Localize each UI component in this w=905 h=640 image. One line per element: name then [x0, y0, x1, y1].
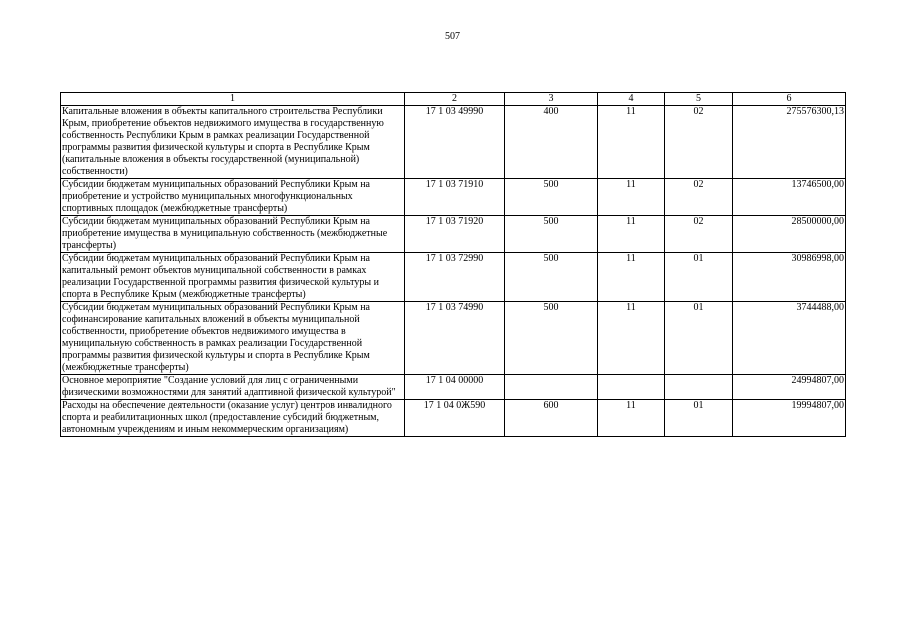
row-code-cell: 17 1 04 00000	[405, 375, 505, 400]
row-amount-cell: 28500000,00	[733, 216, 846, 253]
header-col-3: 3	[505, 93, 598, 106]
row-expense-type-cell	[505, 375, 598, 400]
row-name-cell: Субсидии бюджетам муниципальных образований Республики Крым на софинансирование капитальных вложений в объекты муниципальной собственности, приобретение объектов недвижимого имущества в муниципальную собственность в рамках реализации Государственной программы развития физической культуры и спорта в Республике Крым (межбюджетные трансферты)	[61, 302, 405, 375]
row-name-cell: Основное мероприятие "Создание условий для лиц с ограниченными физическими возможностями для занятий адаптивной физической культурой"	[61, 375, 405, 400]
row-code-cell: 17 1 03 49990	[405, 106, 505, 179]
row-expense-type-cell: 400	[505, 106, 598, 179]
row-name-cell: Расходы на обеспечение деятельности (оказание услуг) центров инвалидного спорта и реабилитационных школ (предоставление субсидий бюджетным, автономным учреждениям и иным некоммерческим организациям)	[61, 400, 405, 437]
header-col-6: 6	[733, 93, 846, 106]
table-row	[61, 253, 846, 302]
row-code-cell: 17 1 04 0Ж590	[405, 400, 505, 437]
row-amount-cell: 13746500,00	[733, 179, 846, 216]
row-code-cell: 17 1 03 72990	[405, 253, 505, 302]
header-col-2: 2	[405, 93, 505, 106]
table-row	[61, 302, 846, 375]
row-expense-type-cell: 500	[505, 179, 598, 216]
row-code-cell: 17 1 03 74990	[405, 302, 505, 375]
row-section-cell	[598, 375, 665, 400]
row-amount-cell: 19994807,00	[733, 400, 846, 437]
table-row	[61, 400, 846, 437]
row-amount-cell: 275576300,13	[733, 106, 846, 179]
row-subsection-cell	[665, 375, 733, 400]
row-section-cell: 11	[598, 400, 665, 437]
row-amount-cell: 24994807,00	[733, 375, 846, 400]
table-row	[61, 375, 846, 400]
row-subsection-cell: 02	[665, 106, 733, 179]
row-expense-type-cell: 600	[505, 400, 598, 437]
budget-table	[60, 92, 846, 437]
row-section-cell: 11	[598, 216, 665, 253]
row-subsection-cell: 01	[665, 302, 733, 375]
table-body	[61, 106, 846, 437]
row-section-cell: 11	[598, 302, 665, 375]
row-expense-type-cell: 500	[505, 216, 598, 253]
row-name-cell: Субсидии бюджетам муниципальных образований Республики Крым на капитальный ремонт объектов муниципальной собственности в рамках реализации Государственной программы развития физической культуры и спорта в Республике Крым (межбюджетные трансферты)	[61, 253, 405, 302]
table-header-row	[61, 93, 846, 106]
row-code-cell: 17 1 03 71910	[405, 179, 505, 216]
row-amount-cell: 30986998,00	[733, 253, 846, 302]
row-subsection-cell: 02	[665, 216, 733, 253]
table-row	[61, 216, 846, 253]
table-row	[61, 179, 846, 216]
header-col-1: 1	[61, 93, 405, 106]
row-subsection-cell: 02	[665, 179, 733, 216]
row-subsection-cell: 01	[665, 400, 733, 437]
header-col-5: 5	[665, 93, 733, 106]
row-name-cell: Субсидии бюджетам муниципальных образований Республики Крым на приобретение и устройство муниципальных многофункциональных спортивных площадок (межбюджетные трансферты)	[61, 179, 405, 216]
row-expense-type-cell: 500	[505, 253, 598, 302]
row-expense-type-cell: 500	[505, 302, 598, 375]
row-section-cell: 11	[598, 179, 665, 216]
row-subsection-cell: 01	[665, 253, 733, 302]
row-name-cell: Капитальные вложения в объекты капитального строительства Республики Крым, приобретение объектов недвижимого имущества в государственную собственность Республики Крым в рамках реализации Государственной программы развития физической культуры и спорта в Республике Крым (капитальные вложения в объекты государственной (муниципальной) собственности)	[61, 106, 405, 179]
page-number: 507	[445, 31, 460, 42]
row-name-cell: Субсидии бюджетам муниципальных образований Республики Крым на приобретение имущества в муниципальную собственность (межбюджетные трансферты)	[61, 216, 405, 253]
header-col-4: 4	[598, 93, 665, 106]
table-row	[61, 106, 846, 179]
row-amount-cell: 3744488,00	[733, 302, 846, 375]
row-section-cell: 11	[598, 106, 665, 179]
row-code-cell: 17 1 03 71920	[405, 216, 505, 253]
row-section-cell: 11	[598, 253, 665, 302]
